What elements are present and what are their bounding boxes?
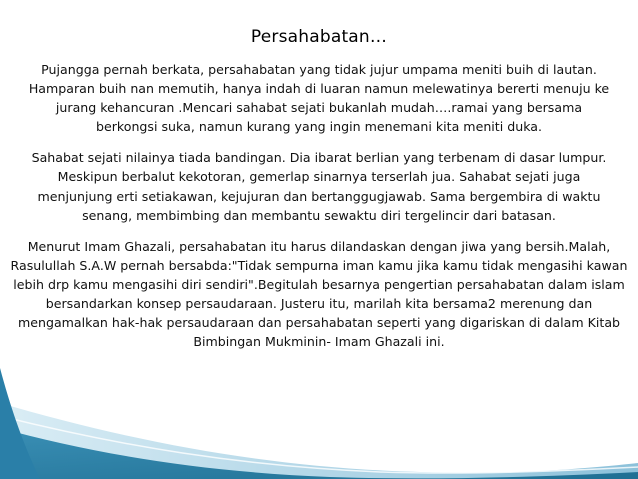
paragraph-1: Pujangga pernah berkata, persahabatan yang tidak jujur umpama meniti buih di lautan. Hamparan buih nan memutih, hanya indah di luaran namun melewatinya bererti menuju ke jurang kehancuran .Mencari sahabat sejati bukanlah mudah….ramai yang bersama berkongsi suka, namun kurang yang ingin menemani kita meniti duka. [28, 62, 610, 135]
decorative-wave [0, 368, 638, 479]
slide-body [10, 60, 628, 363]
slide-title: Persahabatan… [250, 27, 388, 47]
paragraph-3: Menurut Imam Ghazali, persahabatan itu harus dilandaskan dengan jiwa yang bersih.Malah, Rasulullah S.A.W pernah bersabda:"Tidak sempurna iman kamu jika kamu tidak mengasihi kawan lebih drp kamu mengasihi diri sendiri".Begitulah besarnya pengertian persahabatan dalam islam bersandarkan konsep persaudaraan. Justeru itu, marilah kita bersama2 merenung dan mengamalkan hak-hak persaudaraan dan persahabatan seperti yang digariskan di dalam Kitab Bimbingan Mukminin- Imam Ghazali ini. [10, 238, 628, 350]
paragraph-2: Sahabat sejati nilainya tiada bandingan. Dia ibarat berlian yang terbenam di dasar lumpur. Meskipun berbalut kekotoran, gemerlap sinarnya terserlah jua. Sahabat sejati juga menjunjung erti setiakawan, kejujuran dan bertanggugjawab. Sama bergembira di waktu senang, membimbing dan membantu sewaktu diri tergelincir dari batasan. [31, 150, 607, 223]
